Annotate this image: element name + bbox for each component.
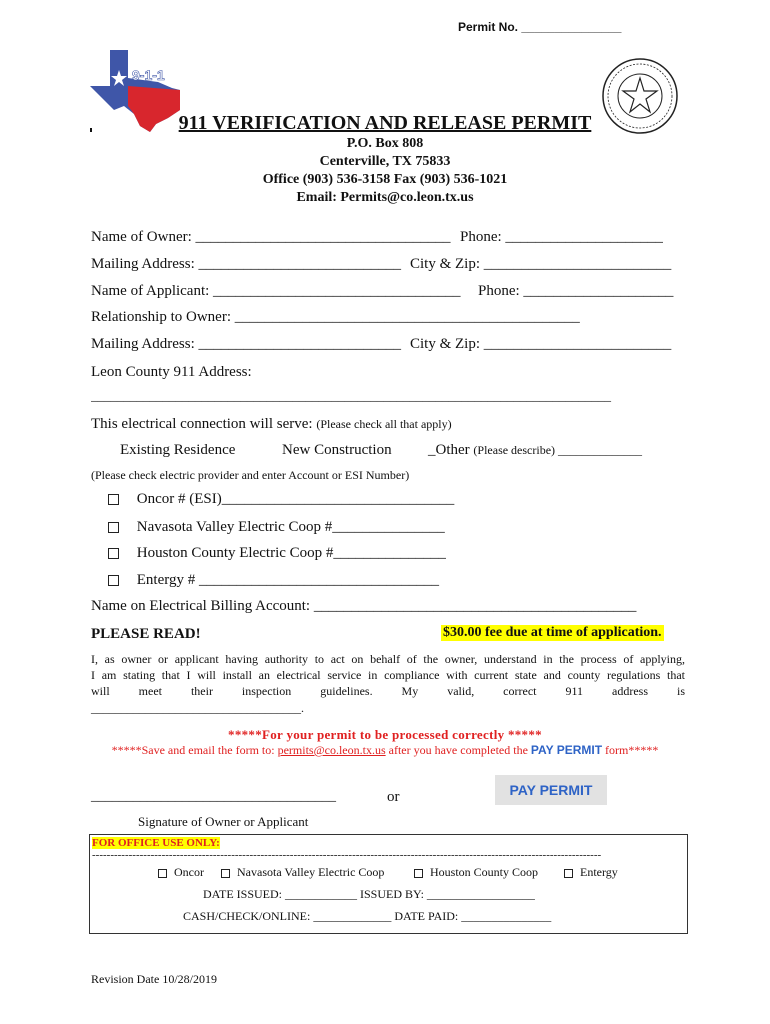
provider-entergy-label: Entergy # ________________________________ (136, 572, 439, 588)
address-city: Centerville, TX 75833 (319, 154, 451, 169)
office-houston-label: Houston County Coop (430, 865, 539, 879)
office-use-box (89, 834, 688, 934)
provider-navasota[interactable] (108, 519, 445, 536)
option-new-construction[interactable]: New Construction (282, 442, 392, 458)
statement-line-2: I am stating that I will install an electrical service in compliance with current state and county regulations that (91, 668, 685, 682)
address-email: Email: Permits@co.leon.tx.us (296, 190, 474, 205)
fee-notice: $30.00 fee due at time of application. (443, 625, 662, 640)
office-divider: ------------------------------------------------------------------------------------------------------------------------------------------- (92, 849, 602, 861)
statement-address-field[interactable]: ___________________________________. (91, 701, 304, 715)
provider-houston-label: Houston County Electric Coop #_______________ (136, 545, 446, 561)
checkbox-oncor[interactable] (108, 494, 119, 505)
signature-line[interactable]: ___________________________________ (91, 789, 336, 804)
signature-label: Signature of Owner or Applicant (138, 814, 309, 829)
applicant-mailing-field[interactable]: Mailing Address: ___________________________ (91, 336, 401, 352)
service-question-note: (Please check all that apply) (316, 417, 452, 431)
provider-oncor[interactable] (108, 491, 454, 508)
office-cash-check[interactable]: CASH/CHECK/ONLINE: _____________ DATE PAID: _______________ (183, 909, 552, 923)
office-navasota-label: Navasota Valley Electric Coop (237, 865, 385, 879)
option-other-label: _Other (428, 442, 470, 458)
office-entergy-label: Entergy (580, 865, 618, 879)
office-checkbox-oncor[interactable] (158, 869, 167, 878)
instructions-heading: *****For your permit to be processed correctly ***** (228, 727, 542, 742)
email-link[interactable]: permits@co.leon.tx.us (277, 743, 386, 757)
instructions-text-c: form***** (602, 743, 659, 757)
address-phone-fax: Office (903) 536-3158 Fax (903) 536-1021 (262, 172, 508, 187)
office-checkbox-entergy[interactable] (564, 869, 573, 878)
office-option-oncor[interactable] (158, 865, 204, 880)
service-question (91, 416, 452, 433)
owner-mailing-field[interactable]: Mailing Address: ___________________________ (91, 256, 401, 272)
provider-oncor-label: Oncor # (ESI)_______________________________ (136, 491, 455, 507)
service-question-text: This electrical connection will serve: (91, 416, 313, 432)
instructions-text-a: *****Save and email the form to: (111, 743, 278, 757)
relationship-field[interactable]: Relationship to Owner: ______________________________________________ (91, 309, 580, 325)
option-existing-residence[interactable]: Existing Residence (120, 442, 236, 458)
provider-entergy[interactable] (108, 572, 439, 589)
instructions-text-b: after you have completed the (385, 743, 531, 757)
applicant-phone-field[interactable]: Phone: ____________________ (478, 283, 674, 299)
checkbox-entergy[interactable] (108, 575, 119, 586)
office-checkbox-navasota[interactable] (221, 869, 230, 878)
leon-address-field[interactable]: ________________________________________________________________________________ (91, 388, 611, 403)
address-po-box: P.O. Box 808 (346, 136, 424, 151)
provider-note: (Please check electric provider and enter Account or ESI Number) (91, 468, 410, 482)
leon-address-label: Leon County 911 Address: (91, 364, 252, 380)
statement-line-3: will meet their inspection guidelines. My valid, correct 911 address is (91, 684, 685, 698)
office-checkbox-houston[interactable] (414, 869, 423, 878)
instructions-line (0, 743, 770, 758)
owner-cityzip-field[interactable]: City & Zip: _________________________ (410, 256, 672, 272)
office-date-issued[interactable]: DATE ISSUED: ____________ ISSUED BY: __________________ (203, 887, 535, 901)
logo-911-text: 9-1-1 (132, 67, 165, 83)
option-other-note[interactable]: (Please describe) ______________ (473, 443, 643, 457)
office-oncor-label: Oncor (174, 865, 204, 879)
page-title: 911 VERIFICATION AND RELEASE PERMIT (178, 112, 592, 134)
billing-name-field[interactable]: Name on Electrical Billing Account: ___________________________________________ (91, 598, 637, 614)
office-option-entergy[interactable] (564, 865, 618, 880)
statement-line-1: I, as owner or applicant having authority to act on behalf of the owner, understand in the process of applying, (91, 652, 685, 666)
or-text: or (387, 789, 400, 805)
applicant-cityzip-field[interactable]: City & Zip: _________________________ (410, 336, 672, 352)
permit-number: Permit No. _______________ (458, 20, 622, 34)
option-other[interactable] (428, 442, 642, 459)
owner-phone-field[interactable]: Phone: _____________________ (460, 229, 663, 245)
revision-date: Revision Date 10/28/2019 (91, 972, 217, 986)
office-option-navasota[interactable] (221, 865, 384, 880)
please-read-heading: PLEASE READ! (91, 626, 201, 642)
provider-navasota-label: Navasota Valley Electric Coop #_______________ (136, 519, 445, 535)
applicant-name-field[interactable]: Name of Applicant: _________________________________ (91, 283, 461, 299)
checkbox-navasota[interactable] (108, 522, 119, 533)
pay-permit-inline: PAY PERMIT (530, 743, 603, 757)
provider-houston[interactable] (108, 545, 446, 562)
office-use-heading: FOR OFFICE USE ONLY: (92, 837, 220, 849)
pay-permit-button[interactable]: PAY PERMIT (495, 775, 607, 805)
owner-name-field[interactable]: Name of Owner: __________________________________ (91, 229, 451, 245)
checkbox-houston[interactable] (108, 548, 119, 559)
office-option-houston[interactable] (414, 865, 538, 880)
